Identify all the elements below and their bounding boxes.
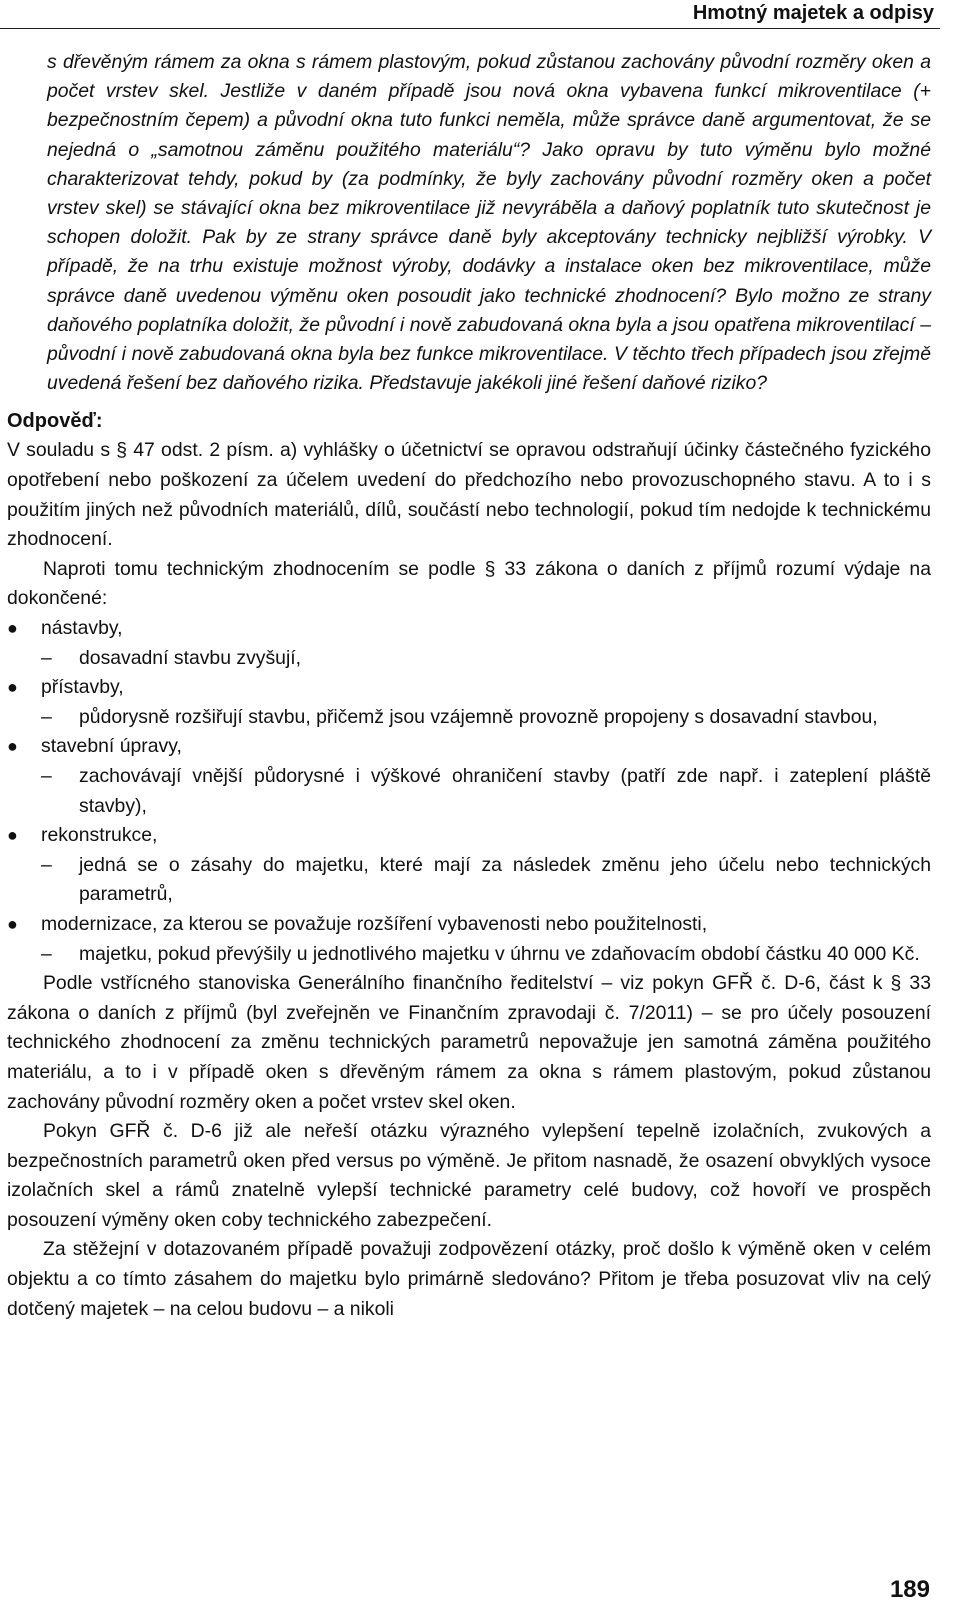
- dash-mark: –: [41, 705, 52, 728]
- list-subitem-text: majetku, pokud převýšily u jednotlivého majetku v úhrnu ve zdaňovacím období částku 40 000 Kč.: [79, 942, 920, 965]
- technical-improvement-list: [7, 614, 931, 969]
- dash-mark: –: [41, 942, 52, 965]
- list-subitem: [7, 940, 931, 970]
- dash-mark: –: [41, 853, 52, 876]
- answer-paragraph-2: Pokyn GFŘ č. D-6 již ale neřeší otázku výrazného vylepšení tepelně izolačních, zvukových a bezpečnostních parametrů oken před versus po výměně. Je přitom nasnadě, že osazení obvyklých vysoce izolačních skel a rámů znatelně vylepší technické parametry celé budovy, což hovoří ve prospěch posouzení výměny oken coby technického zabezpečení.: [7, 1120, 931, 1231]
- list-subitem: [7, 762, 931, 821]
- list-item: ● přístavby,: [7, 673, 931, 703]
- page-number: 189: [889, 1576, 930, 1603]
- list-subitem: [7, 851, 931, 910]
- list-subitem: [7, 703, 931, 733]
- answer-heading: Odpověď:: [7, 410, 103, 433]
- header-title: Hmotný majetek a odpisy: [692, 2, 934, 24]
- dash-mark: –: [41, 764, 52, 787]
- list-subitem-text: dosavadní stavbu zvyšují,: [79, 646, 302, 669]
- answer-lead: Naproti tomu technickým zhodnocením se podle § 33 zákona o daních z příjmů rozumí výdaje na dokončené:: [7, 557, 931, 610]
- answer-paragraph-3: Za stěžejní v dotazovaném případě považuji zodpovězení otázky, proč došlo k výměně oken v celém objektu a co tímto zásahem do majetku bylo primárně sledováno? Přitom je třeba posuzovat vliv na celý dotčený majetek – na celou budovu – a nikoli: [7, 1238, 931, 1320]
- list-subitem-text: jedná se o zásahy do majetku, které mají za následek změnu jeho účelu nebo technických parametrů,: [79, 853, 931, 906]
- list-item: ● nástavby,: [7, 614, 931, 644]
- list-item: ● modernizace, za kterou se považuje rozšíření vybavenosti nebo použitelnosti,: [7, 910, 931, 940]
- answer-paragraph-1: Podle vstřícného stanoviska Generálního finančního ředitelství – viz pokyn GFŘ č. D-6, část k § 33 zákona o daních z příjmů (byl zveřejněn ve Finančním zpravodaji č. 7/2011) – se pro účely posouzení technického zhodnocení za změnu technických parametrů nepovažuje jen samotná záměna použitého materiálu, a to i v případě oken s dřevěným rámem za okna s rámem plastovým, pokud zůstanou zachovány původní rozměry oken a počet vrstev skel oken.: [7, 972, 931, 1113]
- dash-mark: –: [41, 646, 52, 669]
- list-item: ● rekonstrukce,: [7, 821, 931, 851]
- question-text: s dřevěným rámem za okna s rámem plastovým, pokud zůstanou zachovány původní rozměry oken a počet vrstev skel. Jestliže v daném případě jsou nová okna vybavena funkcí mikroventilace (+ bezpečnostním čepem) a původní okna tuto funkci neměla, může správce daně argumentovat, že se nejedná o „samotnou záměnu použitého materiálu“? Jako opravu by tuto výměnu bylo možné charakterizovat tehdy, pokud by (za podmínky, že byly zachovány původní rozměry oken a počet vrstev skel) se stávající okna bez mikroventilace již nevyráběla a daňový poplatník tuto skutečnost je schopen doložit. Pak by ze strany správce daně byly akceptovány technicky nejbližší výrobky. V případě, že na trhu existuje možnost výroby, dodávky a instalace oken bez mikroventilace, může správce daně uvedenou výměnu oken posoudit jako technické zhodnocení? Bylo možno ze strany daňového poplatníka doložit, že původní i nově zabudovaná okna byla a jsou opatřena mikroventilací – původní i nově zabudovaná okna byla bez funkce mikroventilace. V těchto třech případech jsou zřejmě uvedená řešení bez daňového rizika. Představuje jakékoli jiné řešení daňové riziko?: [47, 51, 931, 395]
- page-content: [7, 48, 931, 1324]
- running-header: [0, 0, 940, 29]
- list-subitem-text: zachovávají vnější půdorysné i výškové ohraničení stavby (patří zde např. i zateplení pláště stavby),: [79, 764, 931, 817]
- answer-intro: V souladu s § 47 odst. 2 písm. a) vyhlášky o účetnictví se opravou odstraňují účinky částečného fyzického opotřebení nebo poškození za účelem uvedení do předchozího nebo provozuschopného stavu. A to i s použitím jiných než původních materiálů, dílů, součástí nebo technologií, pokud tím nedojde k technickému zhodnocení.: [7, 439, 931, 551]
- list-subitem-text: půdorysně rozšiřují stavbu, přičemž jsou vzájemně provozně propojeny s dosavadní stavbou,: [79, 705, 878, 728]
- list-item: ● stavební úpravy,: [7, 732, 931, 762]
- list-subitem: [7, 644, 931, 674]
